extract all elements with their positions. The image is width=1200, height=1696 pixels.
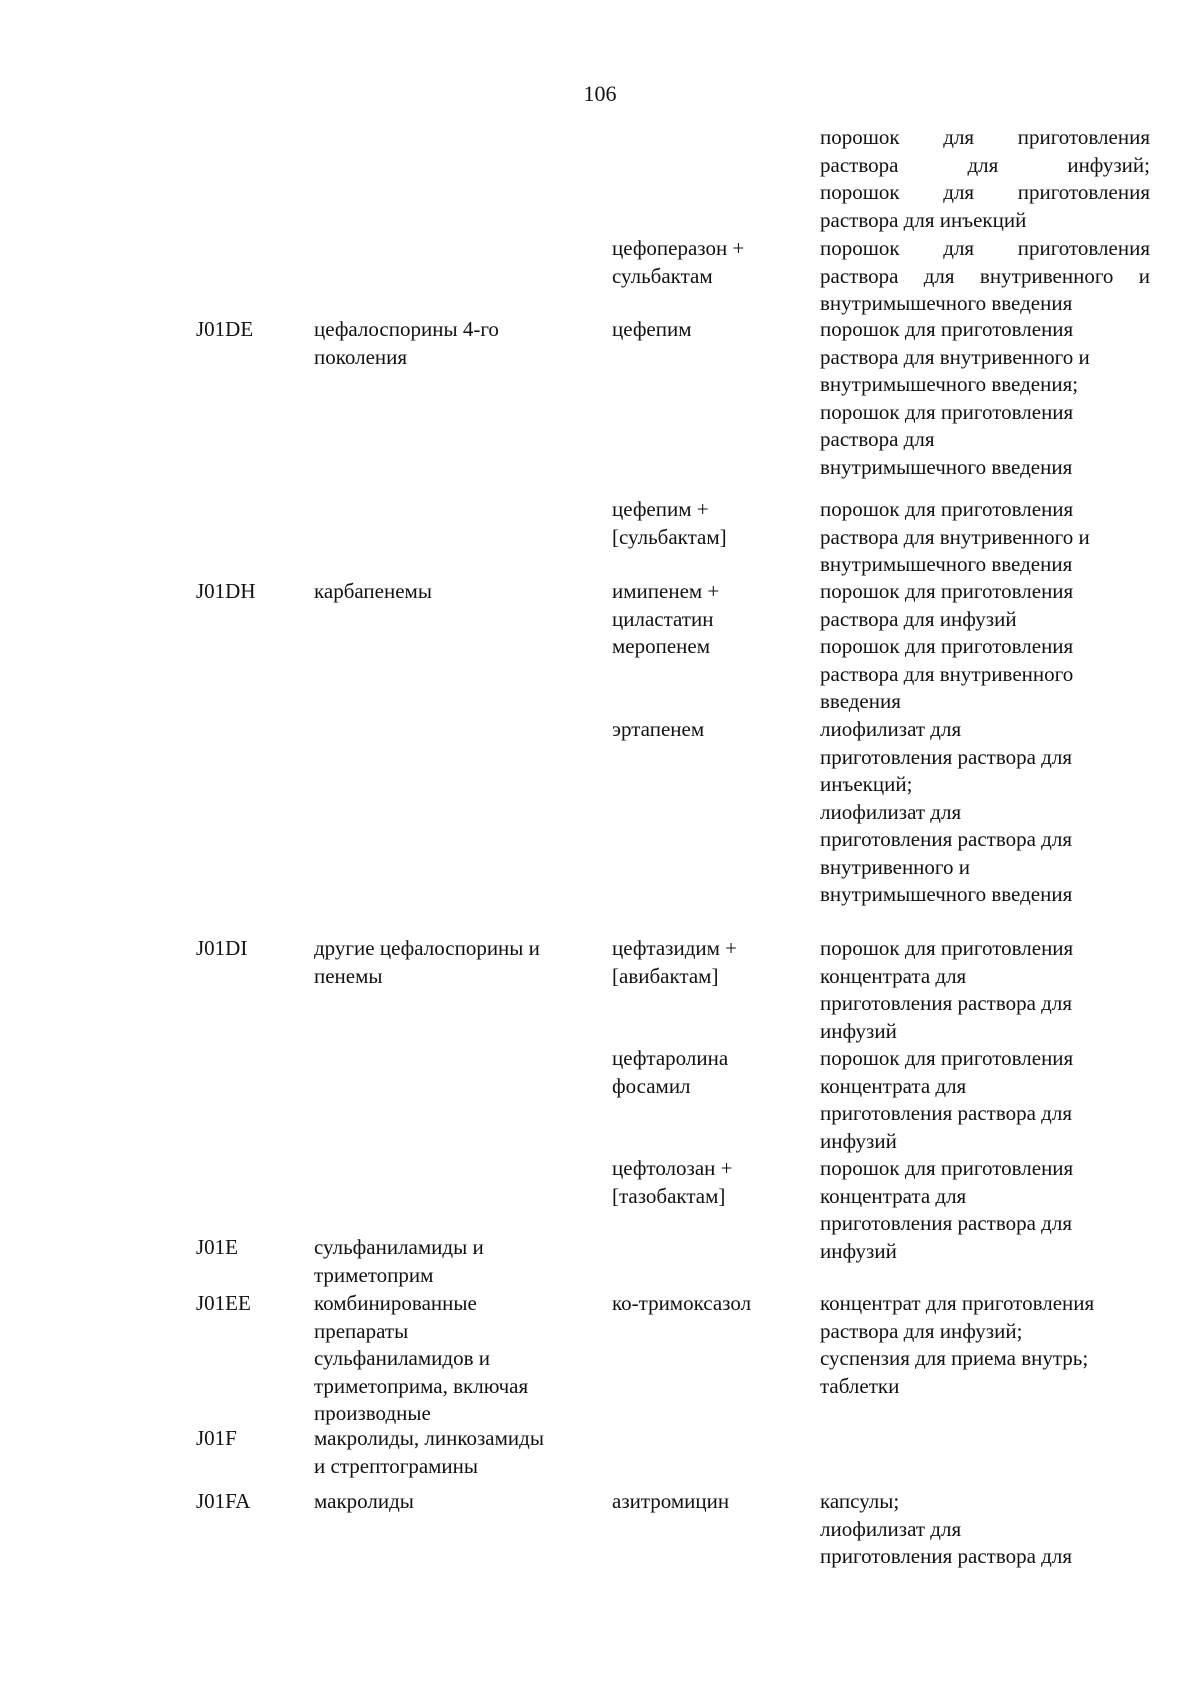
dosage-form-line: приготовления раствора для — [820, 991, 1072, 1015]
dosage-form-line: лиофилизат для — [820, 1516, 962, 1541]
drug-name-line: цефоперазон + — [612, 236, 745, 260]
dosage-form-line: раствора для инфузий; — [820, 152, 1150, 177]
atc-code: J01F — [196, 1426, 237, 1450]
group-name-line: карбапенемы — [314, 579, 432, 603]
group-name-line: сульфаниламидов и — [314, 1346, 490, 1370]
dosage-form-line: введения — [820, 689, 901, 713]
group-name-line: препараты — [314, 1318, 409, 1343]
dosage-form-line: порошок для приготовления — [820, 399, 1074, 424]
dosage-form-line: концентрата для — [820, 963, 967, 988]
dosage-form — [820, 496, 1150, 579]
dosage-form-line: инфузий — [820, 1238, 897, 1263]
drug-name-line: [авибактам] — [612, 963, 719, 988]
drug-name-line: азитромицин — [612, 1489, 730, 1513]
drug-name-line: цефтаролина — [612, 1046, 729, 1070]
dosage-form-line: внутримышечного введения; — [820, 372, 1079, 396]
group-name-line: макролиды — [314, 1489, 414, 1513]
drug-name-line: цефепим — [612, 317, 692, 341]
dosage-form-line: порошок для приготовления — [820, 317, 1074, 341]
group-name — [314, 1425, 594, 1480]
dosage-form-line: инфузий — [820, 1128, 897, 1153]
dosage-form-line: приготовления раствора для — [820, 827, 1072, 851]
dosage-form — [820, 578, 1150, 633]
dosage-form-line: порошок для приготовления — [820, 634, 1074, 658]
drug-name-line: меропенем — [612, 634, 711, 658]
dosage-form — [820, 1488, 1150, 1571]
dosage-form-line: порошок для приготовления — [820, 1156, 1074, 1180]
group-name — [314, 935, 594, 990]
drug-name-line: [тазобактам] — [612, 1183, 726, 1208]
dosage-form-line: раствора для внутривенного — [820, 661, 1074, 686]
dosage-form-line: концентрата для — [820, 1183, 967, 1208]
dosage-form-line: капсулы; — [820, 1489, 900, 1513]
drug-name — [612, 633, 812, 661]
drug-name-line: фосамил — [612, 1073, 691, 1098]
page-number: 106 — [583, 81, 617, 106]
dosage-form-line: лиофилизат для — [820, 717, 962, 741]
dosage-form-line: порошок для приготовления — [820, 125, 1150, 149]
drug-name-line: цефепим + — [612, 497, 709, 521]
group-name — [314, 316, 594, 371]
dosage-form-line: инфузий — [820, 1018, 897, 1043]
dosage-form-line: порошок для приготовления — [820, 579, 1074, 603]
group-name-line: макролиды, линкозамиды — [314, 1426, 544, 1450]
dosage-form-line: внутримышечного введения — [820, 552, 1073, 576]
group-name — [314, 1290, 594, 1428]
drug-name — [612, 1290, 812, 1318]
drug-name — [612, 1045, 812, 1100]
drug-name-line: [сульбактам] — [612, 524, 727, 549]
drug-name — [612, 716, 812, 744]
drug-name-line: сульбактам — [612, 263, 713, 288]
dosage-form-line: приготовления раствора для — [820, 744, 1072, 769]
dosage-form-line: суспензия для приема внутрь; — [820, 1346, 1089, 1370]
dosage-form — [820, 716, 1150, 909]
group-name-line: комбинированные — [314, 1291, 477, 1315]
group-name-line: другие цефалоспорины и — [314, 936, 540, 960]
group-name-line: производные — [314, 1401, 431, 1425]
dosage-form-line: таблетки — [820, 1373, 900, 1398]
dosage-form-line: раствора для инфузий — [820, 606, 1017, 631]
atc-code: J01DI — [196, 936, 248, 960]
atc-code: J01DH — [196, 579, 256, 603]
dosage-form-line: внутримышечного введения — [820, 882, 1073, 906]
drug-name-line: цефтолозан + — [612, 1156, 733, 1180]
drug-name — [612, 235, 812, 290]
drug-name — [612, 578, 812, 633]
dosage-form-line: внутримышечного введения — [820, 291, 1073, 315]
drug-name — [612, 1488, 812, 1516]
dosage-form-line: порошок для приготовления — [820, 180, 1150, 204]
dosage-form-line: раствора для инфузий; — [820, 1318, 1023, 1343]
drug-name — [612, 1155, 812, 1210]
atc-code: J01E — [196, 1235, 238, 1259]
dosage-form-line: раствора для — [820, 427, 935, 451]
drug-name — [612, 496, 812, 551]
dosage-form — [820, 1290, 1150, 1400]
group-name-line: и стрептограмины — [314, 1453, 479, 1478]
dosage-form-line: внутривенного и — [820, 854, 970, 879]
group-name-line: поколения — [314, 344, 408, 369]
dosage-form-line: лиофилизат для — [820, 799, 962, 824]
drug-name-line: ко-тримоксазол — [612, 1291, 752, 1315]
drug-name — [612, 935, 812, 990]
dosage-form — [820, 235, 1150, 318]
atc-code: J01DE — [196, 317, 254, 341]
dosage-form-line: приготовления раствора для — [820, 1101, 1072, 1125]
dosage-form-line: приготовления раствора для — [820, 1211, 1072, 1235]
group-name — [314, 1488, 594, 1516]
dosage-form-line: раствора для внутривенного и — [820, 524, 1090, 549]
atc-code: J01FA — [196, 1489, 251, 1513]
dosage-form — [820, 935, 1150, 1045]
group-name — [314, 1234, 594, 1289]
dosage-form-line: концентрат для приготовления — [820, 1291, 1095, 1315]
drug-name — [612, 316, 812, 344]
dosage-form-line: раствора для инъекций — [820, 207, 1027, 232]
dosage-form-line: приготовления раствора для — [820, 1544, 1072, 1568]
group-name-line: пенемы — [314, 963, 383, 988]
drug-name-line: циластатин — [612, 606, 714, 631]
group-name-line: сульфаниламиды и — [314, 1235, 484, 1259]
dosage-form-line: инъекций; — [820, 772, 913, 796]
dosage-form-line: внутримышечного введения — [820, 454, 1073, 479]
drug-name-line: эртапенем — [612, 717, 705, 741]
dosage-form — [820, 124, 1150, 234]
dosage-form — [820, 316, 1150, 481]
dosage-form-line: порошок для приготовления — [820, 236, 1150, 260]
dosage-form-line: порошок для приготовления — [820, 1046, 1074, 1070]
dosage-form — [820, 633, 1150, 716]
dosage-form — [820, 1045, 1150, 1155]
dosage-form-line: раствора для внутривенного и — [820, 263, 1150, 288]
dosage-form-line: порошок для приготовления — [820, 497, 1074, 521]
atc-code: J01EE — [196, 1291, 251, 1315]
group-name-line: триметоприма, включая — [314, 1373, 529, 1398]
group-name-line: цефалоспорины 4-го — [314, 317, 499, 341]
dosage-form-line: концентрата для — [820, 1073, 967, 1098]
drug-name-line: цефтазидим + — [612, 936, 738, 960]
dosage-form-line: раствора для внутривенного и — [820, 344, 1090, 369]
dosage-form-line: порошок для приготовления — [820, 936, 1074, 960]
group-name — [314, 578, 594, 606]
dosage-form — [820, 1155, 1150, 1265]
group-name-line: триметоприм — [314, 1262, 434, 1287]
drug-name-line: имипенем + — [612, 579, 720, 603]
